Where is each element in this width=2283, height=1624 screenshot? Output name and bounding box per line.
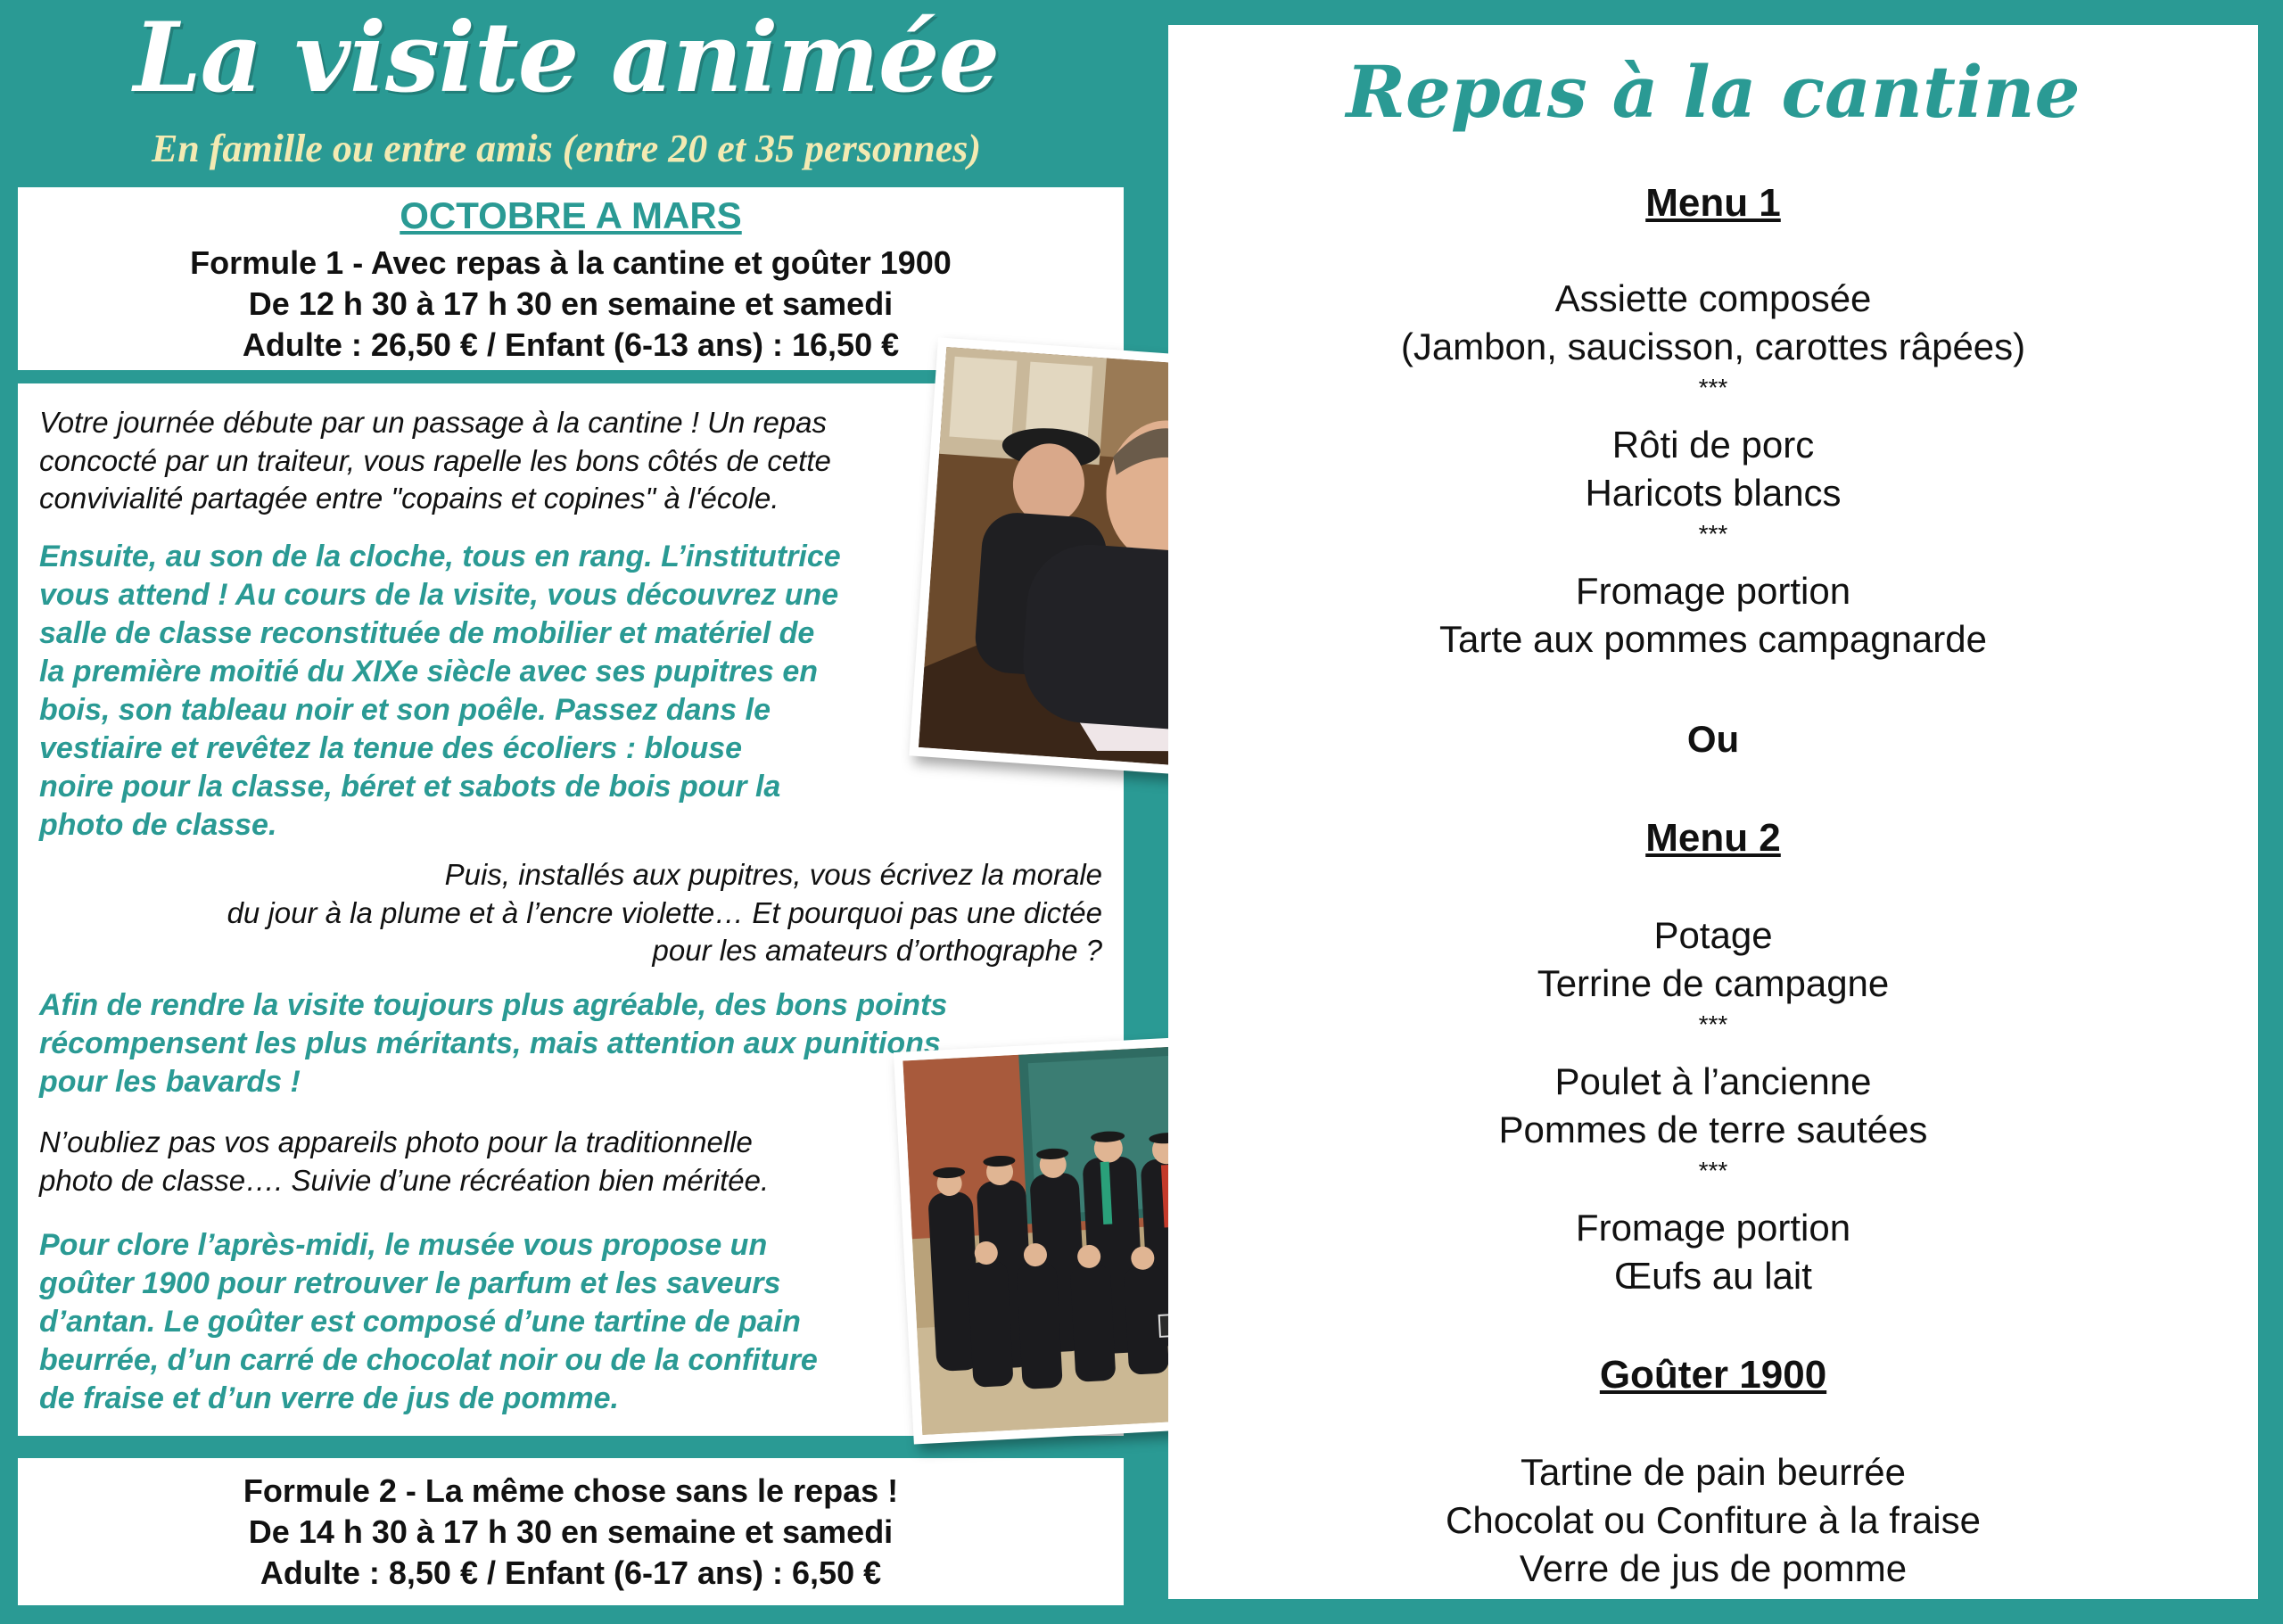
text-line: N’oubliez pas vos appareils photo pour la traditionnelle <box>39 1125 753 1158</box>
menu-separator: *** <box>1698 520 1728 548</box>
season-heading: OCTOBRE A MARS <box>400 194 742 236</box>
text-line: bois, son tableau noir et son poêle. Passez dans le <box>39 693 771 727</box>
paragraph-visite <box>39 538 841 845</box>
menu-panel <box>1168 25 2258 1599</box>
text-line: Afin de rendre la visite toujours plus agréable, des bons points <box>39 988 948 1022</box>
menu-item: Chocolat ou Confiture à la fraise <box>1446 1499 1981 1541</box>
menu-item: Œufs au lait <box>1614 1255 1812 1297</box>
text-line: goûter 1900 pour retrouver le parfum et les saveurs <box>39 1266 781 1300</box>
text-line: Ensuite, au son de la cloche, tous en rang. L’institutrice <box>39 540 841 573</box>
text-line: photo de classe…. Suivie d’une récréation bien méritée. <box>39 1163 770 1197</box>
text-line: pour les bavards ! <box>39 1065 301 1099</box>
formule1-title: Formule 1 - Avec repas à la cantine et goûter 1900 <box>190 244 952 281</box>
paragraph-photo <box>39 1124 769 1199</box>
text-line: vous attend ! Au cours de la visite, vous découvrez une <box>39 578 839 612</box>
menu-item: Potage <box>1653 914 1773 956</box>
text-line: la première moitié du XIXe siècle avec ses pupitres en <box>39 655 819 688</box>
formule2-hours: De 14 h 30 à 17 h 30 en semaine et samedi <box>248 1513 894 1550</box>
text-line: récompensent les plus méritants, mais attention aux punitions <box>39 1026 941 1060</box>
formule2-title: Formule 2 - La même chose sans le repas ! <box>243 1472 899 1509</box>
formule1-prices: Adulte : 26,50 € / Enfant (6-13 ans) : 16,50 € <box>242 326 900 363</box>
paragraph-bons-points <box>39 986 947 1101</box>
menu1-heading: Menu 1 <box>1645 181 1781 225</box>
menu-item: Assiette composée <box>1554 277 1872 319</box>
paragraph-cantine <box>39 404 831 518</box>
text-line: d’antan. Le goûter est composé d’une tartine de pain <box>39 1305 801 1339</box>
menu-title: Repas à la cantine <box>1346 50 2081 134</box>
text-line: salle de classe reconstituée de mobilier et matériel de <box>39 616 815 650</box>
text-line: Votre journée débute par un passage à la cantine ! Un repas <box>39 406 828 439</box>
gouter-heading: Goûter 1900 <box>1599 1353 1827 1397</box>
menu-item: Pommes de terre sautées <box>1498 1109 1928 1150</box>
paragraph-gouter <box>39 1226 818 1418</box>
text-line: pour les amateurs d’orthographe ? <box>652 934 1102 967</box>
text-line: beurrée, d’un carré de chocolat noir ou de la confiture <box>39 1343 818 1377</box>
menu-item: Tarte aux pommes campagnarde <box>1439 618 1987 660</box>
text-line: convivialité partagée entre "copains et copines" à l'école. <box>39 482 779 515</box>
text-line: photo de classe. <box>39 808 277 842</box>
menu-item: Fromage portion <box>1575 1207 1851 1249</box>
menu-item: Verre de jus de pomme <box>1519 1547 1908 1589</box>
menu-item: Fromage portion <box>1575 570 1851 612</box>
menu-item: Haricots blancs <box>1585 472 1842 514</box>
menu2-heading: Menu 2 <box>1645 816 1781 860</box>
menu-item: Rôti de porc <box>1611 424 1815 466</box>
menu-or: Ou <box>1686 718 1740 760</box>
text-line: Pour clore l’après-midi, le musée vous propose un <box>39 1228 768 1262</box>
menu-item: Tartine de pain beurrée <box>1521 1451 1906 1493</box>
formule2-box <box>18 1458 1124 1605</box>
text-line: de fraise et d’un verre de jus de pomme. <box>39 1381 619 1415</box>
formule2-prices: Adulte : 8,50 € / Enfant (6-17 ans) : 6,50 € <box>260 1554 882 1591</box>
text-line: du jour à la plume et à l’encre violette… Et pourquoi pas une dictée <box>227 895 1102 929</box>
menu-item: (Jambon, saucisson, carottes râpées) <box>1400 326 2026 367</box>
menu-item: Terrine de campagne <box>1537 962 1890 1004</box>
page-title: La visite animée <box>133 2 1000 114</box>
page-subtitle: En famille ou entre amis (entre 20 et 35 personnes) <box>151 127 982 170</box>
menu-separator: *** <box>1698 1010 1728 1038</box>
menu-separator: *** <box>1698 1157 1728 1184</box>
paragraph-pupitres <box>227 856 1102 970</box>
formule1-hours: De 12 h 30 à 17 h 30 en semaine et samedi <box>248 285 894 322</box>
text-line: vestiaire et revêtez la tenue des écoliers : blouse <box>39 731 743 765</box>
menu-item: Poulet à l’ancienne <box>1554 1060 1872 1102</box>
text-line: concocté par un traiteur, vous rapelle les bons côtés de cette <box>39 443 831 477</box>
text-line: noire pour la classe, béret et sabots de bois pour la <box>39 770 781 804</box>
text-line: Puis, installés aux pupitres, vous écrivez la morale <box>444 858 1102 891</box>
menu-separator: *** <box>1698 374 1728 401</box>
